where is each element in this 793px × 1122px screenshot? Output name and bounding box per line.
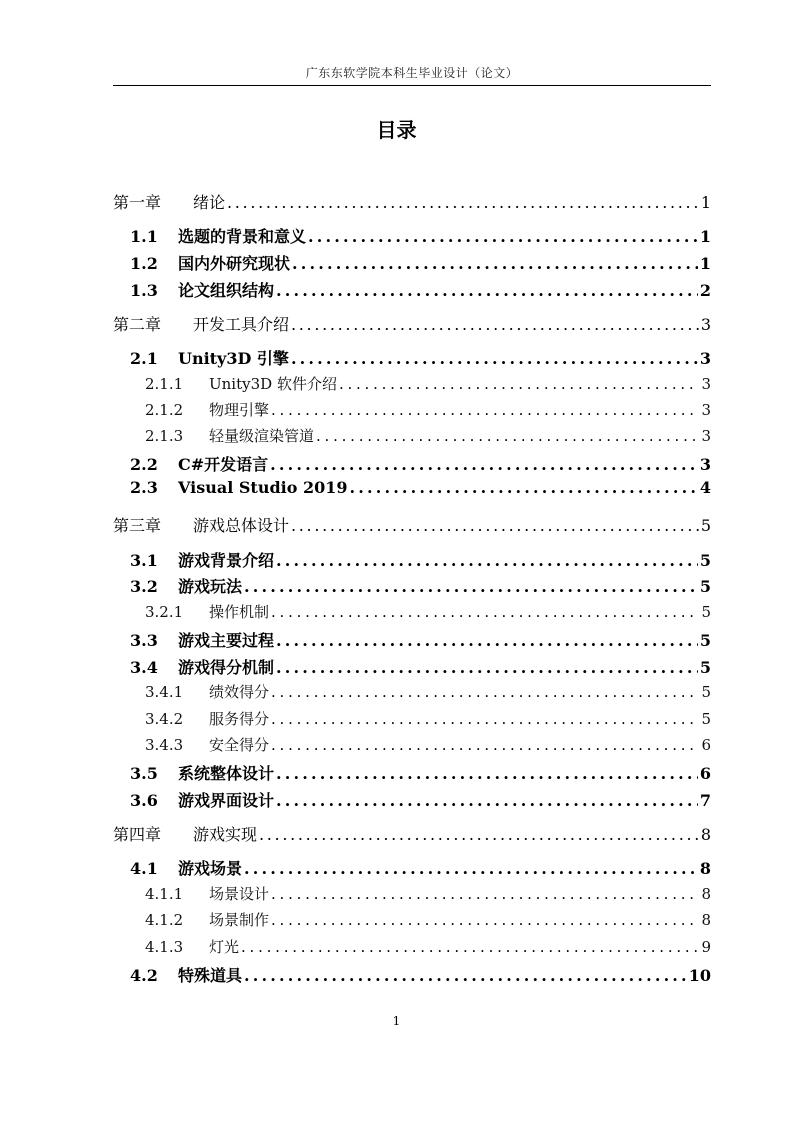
- toc-dot-leader: [291, 349, 698, 368]
- toc-entry-title: Unity3D 引擎: [178, 349, 289, 368]
- toc-entry-title: 游戏得分机制: [178, 658, 275, 677]
- toc-dot-leader: [276, 551, 698, 570]
- toc-entry-title: 绩效得分: [209, 683, 270, 701]
- toc-entry-number: 4.2: [130, 966, 158, 985]
- toc-entry-number: 3.5: [130, 764, 158, 783]
- toc-entry-title: 绪论: [193, 193, 226, 212]
- toc-entry[interactable]: [130, 574, 711, 596]
- toc-dot-leader: [308, 227, 698, 246]
- toc-entry[interactable]: [130, 761, 711, 783]
- toc-dot-leader: [244, 859, 698, 878]
- toc-entry-title: 游戏界面设计: [178, 791, 275, 810]
- toc-entry-number: 第二章: [113, 315, 162, 334]
- toc-entry[interactable]: [130, 548, 711, 570]
- toc-entry-page: 5: [699, 658, 711, 677]
- toc-entry[interactable]: [130, 963, 711, 985]
- toc-entry[interactable]: [130, 251, 711, 273]
- toc-entry-title: Unity3D 软件介绍: [209, 375, 337, 393]
- toc-entry-number: 3.6: [130, 791, 158, 810]
- toc-dot-leader: [291, 315, 699, 334]
- toc-entry[interactable]: [145, 883, 711, 905]
- toc-entry-number: 3.4.1: [145, 683, 184, 701]
- toc-entry-page: 6: [699, 764, 711, 783]
- toc-entry-page: 5: [701, 683, 711, 701]
- toc-dot-leader: [244, 966, 687, 985]
- toc-entry-page: 1: [699, 227, 711, 246]
- toc-entry[interactable]: [145, 425, 711, 447]
- toc-entry[interactable]: [145, 399, 711, 421]
- toc-entry-page: 2: [699, 281, 711, 300]
- toc-dot-leader: [271, 401, 699, 419]
- toc-entry-title: 游戏实现: [193, 825, 258, 844]
- toc-entry-title: 场景制作: [209, 911, 270, 929]
- toc-entry-title: C#开发语言: [178, 455, 269, 474]
- toc-dot-leader: [270, 455, 698, 474]
- toc-dot-leader: [349, 478, 697, 497]
- toc-entry-number: 4.1.1: [145, 885, 184, 903]
- toc-entry-title: 灯光: [209, 938, 240, 956]
- toc-entry[interactable]: [145, 708, 711, 730]
- toc-entry-page: 5: [700, 516, 711, 535]
- toc-entry-title: 特殊道具: [178, 966, 243, 985]
- toc-entry-page: 8: [699, 859, 711, 878]
- toc-dot-leader: [271, 911, 699, 929]
- toc-entry[interactable]: [145, 373, 711, 395]
- toc-dot-leader: [276, 281, 698, 300]
- toc-entry-title: 服务得分: [209, 710, 270, 728]
- toc-entry-page: 3: [701, 401, 711, 419]
- toc-entry-number: 3.4.3: [145, 736, 184, 754]
- toc-entry-number: 1.1: [130, 227, 158, 246]
- toc-dot-leader: [271, 603, 699, 621]
- toc-dot-leader: [291, 516, 699, 535]
- toc-entry-page: 5: [701, 710, 711, 728]
- toc-entry-number: 2.1.1: [145, 375, 184, 393]
- page-number: 1: [392, 1014, 401, 1028]
- toc-entry[interactable]: [130, 346, 711, 368]
- toc-entry-number: 1.2: [130, 254, 158, 273]
- toc-entry-number: 3.3: [130, 631, 158, 650]
- toc-entry[interactable]: [145, 681, 711, 703]
- toc-entry[interactable]: [113, 312, 711, 334]
- toc-entry-number: 3.2.1: [145, 603, 184, 621]
- toc-entry-title: 开发工具介绍: [193, 315, 290, 334]
- toc-entry-number: 3.4: [130, 658, 158, 677]
- toc-dot-leader: [276, 764, 698, 783]
- toc-entry[interactable]: [130, 856, 711, 878]
- toc-entry-title: 操作机制: [209, 603, 270, 621]
- toc-entry[interactable]: [145, 909, 711, 931]
- toc-entry[interactable]: [130, 655, 711, 677]
- toc-dot-leader: [276, 791, 698, 810]
- toc-entry-page: 8: [700, 825, 711, 844]
- toc-entry[interactable]: [145, 734, 711, 756]
- toc-dot-leader: [271, 710, 699, 728]
- toc-entry-number: 3.4.2: [145, 710, 184, 728]
- toc-entry-title: 系统整体设计: [178, 764, 275, 783]
- toc-entry[interactable]: [145, 601, 711, 623]
- toc-entry-title: 选题的背景和意义: [178, 227, 307, 246]
- toc-entry-page: 5: [699, 551, 711, 570]
- toc-entry-page: 3: [701, 375, 711, 393]
- toc-entry-title: 论文组织结构: [178, 281, 275, 300]
- toc-entry-number: 第一章: [113, 193, 162, 212]
- toc-dot-leader: [227, 193, 699, 212]
- toc-dot-leader: [271, 885, 699, 903]
- toc-entry[interactable]: [113, 190, 711, 212]
- toc-entry-title: 国内外研究现状: [178, 254, 291, 273]
- toc-entry-page: 5: [699, 577, 711, 596]
- toc-dot-leader: [259, 825, 699, 844]
- toc-dot-leader: [316, 427, 699, 445]
- page-header: 广东东软学院本科生毕业设计（论文）: [305, 66, 519, 80]
- toc-entry-page: 6: [701, 736, 711, 754]
- toc-entry-title: 场景设计: [209, 885, 270, 903]
- toc-entry-number: 4.1.2: [145, 911, 184, 929]
- toc-entry[interactable]: [130, 278, 711, 300]
- toc-entry-page: 9: [701, 938, 711, 956]
- toc-entry-page: 1: [700, 193, 711, 212]
- toc-dot-leader: [339, 375, 700, 393]
- toc-dot-leader: [292, 254, 698, 273]
- toc-entry[interactable]: [130, 452, 711, 474]
- toc-entry-title: 游戏总体设计: [193, 516, 290, 535]
- toc-dot-leader: [244, 577, 698, 596]
- toc-entry-page: 3: [701, 427, 711, 445]
- toc-entry-title: 游戏主要过程: [178, 631, 275, 650]
- toc-entry-number: 第三章: [113, 516, 162, 535]
- toc-entry-number: 1.3: [130, 281, 158, 300]
- toc-entry-title: 安全得分: [209, 736, 270, 754]
- toc-entry-page: 3: [699, 349, 711, 368]
- toc-entry-page: 5: [701, 603, 711, 621]
- toc-dot-leader: [276, 658, 698, 677]
- toc-entry-title: 轻量级渲染管道: [209, 427, 315, 445]
- toc-entry[interactable]: [145, 936, 711, 958]
- toc-entry-number: 2.1.3: [145, 427, 184, 445]
- toc-dot-leader: [271, 736, 699, 754]
- toc-entry-page: 3: [700, 315, 711, 334]
- toc-entry-page: 5: [699, 631, 711, 650]
- toc-entry[interactable]: [130, 224, 711, 246]
- toc-entry-number: 2.1: [130, 349, 158, 368]
- page-title: 目录: [376, 118, 417, 142]
- toc-entry-title: 物理引擎: [209, 401, 270, 419]
- toc-entry-number: 4.1: [130, 859, 158, 878]
- toc-entry-number: 3.1: [130, 551, 158, 570]
- toc-entry-number: 3.2: [130, 577, 158, 596]
- toc-entry[interactable]: [130, 788, 711, 810]
- toc-entry[interactable]: [113, 822, 711, 844]
- toc-entry-title: Visual Studio 2019: [178, 478, 348, 497]
- toc-dot-leader: [241, 938, 699, 956]
- toc-entry-page: 10: [688, 966, 711, 985]
- toc-entry-title: 游戏玩法: [178, 577, 243, 596]
- toc-entry[interactable]: [130, 628, 711, 650]
- toc-entry-number: 4.1.3: [145, 938, 184, 956]
- toc-entry-page: 7: [699, 791, 711, 810]
- toc-entry-number: 第四章: [113, 825, 162, 844]
- toc-entry[interactable]: [113, 513, 711, 535]
- toc-entry-number: 2.1.2: [145, 401, 184, 419]
- toc-entry-number: 2.2: [130, 455, 158, 474]
- toc-entry-page: 8: [701, 885, 711, 903]
- toc-entry-page: 4: [699, 478, 711, 497]
- toc-dot-leader: [276, 631, 698, 650]
- toc-entry[interactable]: [130, 478, 711, 500]
- toc-entry-title: 游戏场景: [178, 859, 243, 878]
- toc-entry-page: 8: [701, 911, 711, 929]
- toc-entry-title: 游戏背景介绍: [178, 551, 275, 570]
- toc-entry-number: 2.3: [130, 478, 158, 497]
- toc-entry-page: 1: [699, 254, 711, 273]
- toc-dot-leader: [271, 683, 699, 701]
- toc-entry-page: 3: [699, 455, 711, 474]
